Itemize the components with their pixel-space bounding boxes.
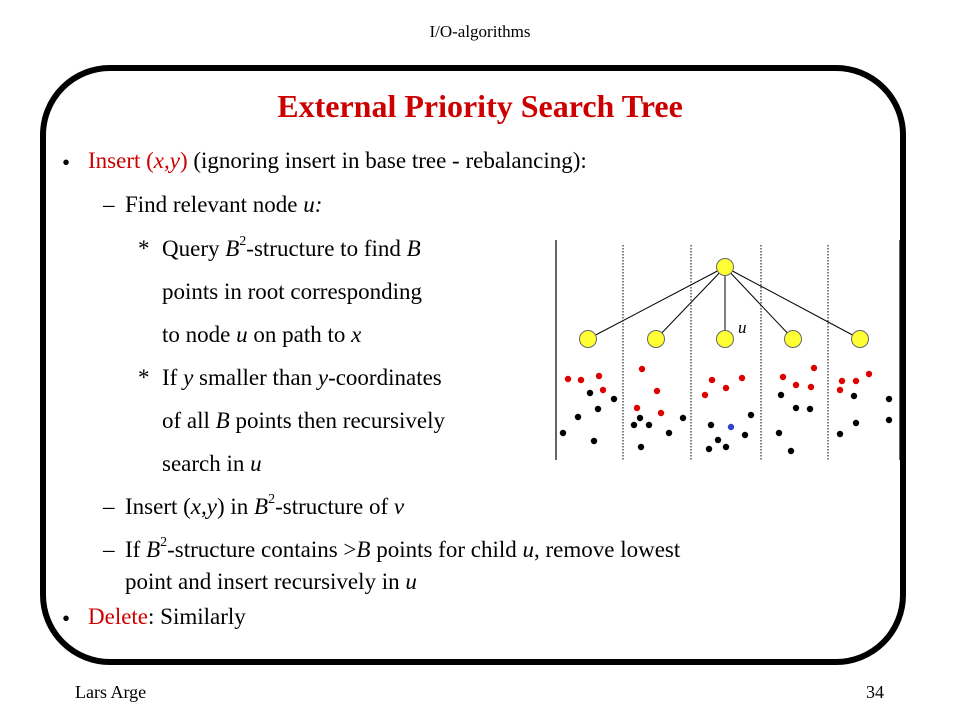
tree-figure [548, 240, 908, 465]
footer-author: Lars Arge [75, 682, 147, 702]
points-group-5 [837, 371, 892, 437]
line-of-all: of all B points then recursively [162, 408, 445, 433]
line-point-insert: point and insert recursively in u [125, 569, 417, 594]
points-group-4 [776, 365, 817, 454]
star-1: * [138, 236, 150, 261]
line-if-structure: If $B^2$-structure contains >B points for child u, remove lowest [125, 535, 681, 562]
points-group-2 [631, 366, 686, 450]
child-node [852, 331, 869, 348]
bullet-2: • [62, 606, 71, 631]
child-node [785, 331, 802, 348]
line-find-node: Find relevant node u: [125, 192, 323, 217]
tree-edge [588, 267, 725, 339]
bullet-1: • [62, 150, 71, 175]
child-node [580, 331, 597, 348]
line-to-node: to node u on path to x [162, 322, 362, 347]
tree-edge [656, 267, 725, 339]
child-node-u [717, 331, 734, 348]
footer-page-number: 34 [866, 682, 884, 702]
line-if-y: If y smaller than y-coordinates [162, 365, 442, 390]
tree-edge [725, 267, 793, 339]
child-node [648, 331, 665, 348]
dash-2: – [103, 494, 115, 519]
line-insert-structure: Insert (x,y) in $B^2$-structure of v [125, 492, 405, 519]
root-node [717, 259, 734, 276]
header-title: I/O-algorithms [429, 22, 531, 41]
line-points-root: points in root corresponding [162, 279, 422, 304]
line-insert: Insert (x,y) (ignoring insert in base tree - rebalancing): [88, 148, 587, 173]
line-query: Query $B^2$-structure to find B [162, 234, 421, 261]
slide-title: External Priority Search Tree [277, 88, 683, 124]
line-delete: Delete: Similarly [88, 604, 246, 629]
dash-3: – [103, 537, 115, 562]
line-search-in: search in u [162, 451, 262, 476]
star-2: * [138, 365, 150, 390]
node-u-label: u [738, 318, 747, 337]
dash-1: – [103, 192, 115, 217]
points-group-3 [702, 375, 754, 452]
points-group-1 [560, 373, 617, 444]
